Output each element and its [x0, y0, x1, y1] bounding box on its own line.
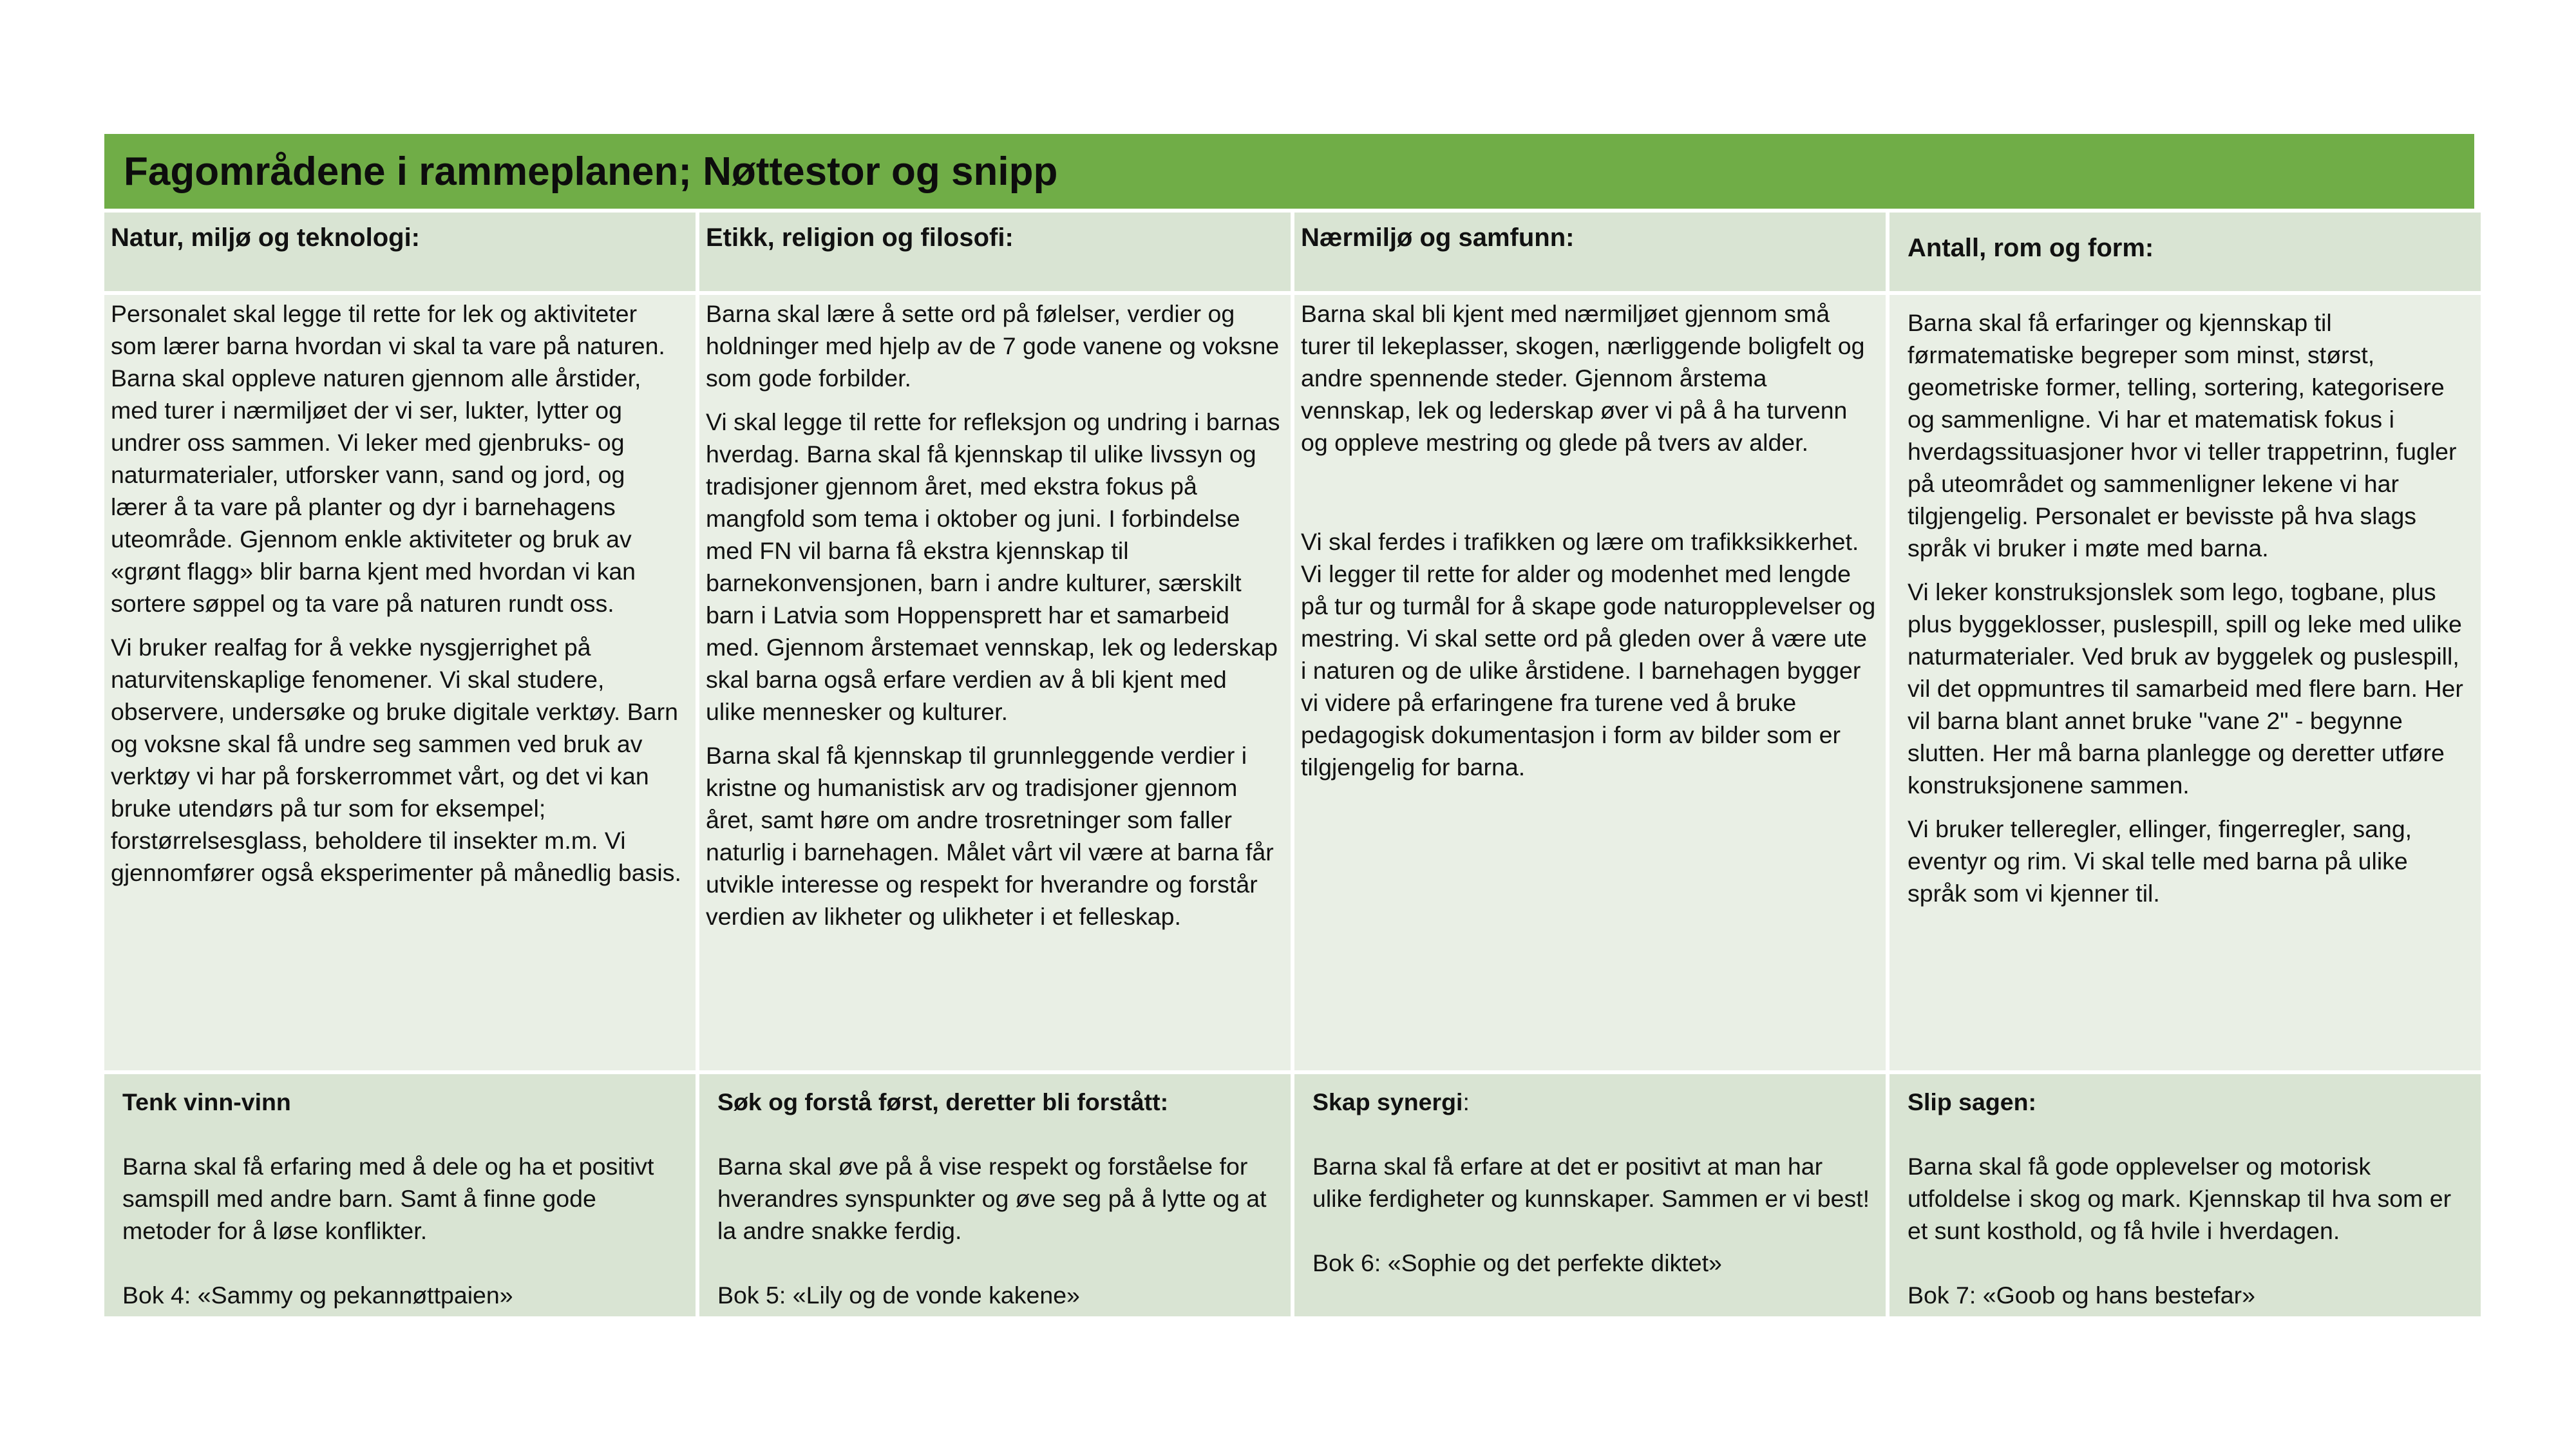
header-antall: Antall, rom og form: [1889, 213, 2481, 291]
body-antall [1889, 295, 2481, 1070]
header-etikk: Etikk, religion og filosofi: [699, 213, 1291, 291]
footer-vane-5 [699, 1074, 1291, 1316]
habit-text: Barna skal øve på å vise respekt og forståelse for hverandres synspunkter og øve seg på å lytte og at la andre snakke ferdig. [717, 1153, 1267, 1244]
footer-vane-4 [104, 1074, 696, 1316]
habit-title-suffix: : [1463, 1088, 1470, 1115]
header-row [104, 213, 2474, 291]
habit-title-line [1312, 1086, 1874, 1118]
paragraph: Barna skal få erfaringer og kjennskap til førmatematiske begreper som minst, størst, geometriske former, telling, sortering, kategorisere og sammenligne. Vi har et matematisk fokus i hverdagssituasjoner hvor vi teller trappetrinn, fugler på uteområdet og sammenligner lekene vi har tilgjengelig. Personalet er bevisste på hva slags språk vi bruker i møte med barna. [1908, 309, 2457, 562]
book-reference: Bok 4: «Sammy og pekannøttpaien» [122, 1282, 513, 1309]
header-natur: Natur, miljø og teknologi: [104, 213, 696, 291]
paragraph: Vi bruker telleregler, ellinger, fingerregler, sang, eventyr og rim. Vi skal telle med barna på ulike språk som vi kjenner til. [1908, 815, 2412, 907]
footer-row [104, 1074, 2474, 1316]
footer-vane-6 [1294, 1074, 1886, 1316]
paragraph: Vi leker konstruksjonslek som lego, togbane, plus plus byggeklosser, puslespill, spill og leke med ulike naturmaterialer. Ved bruk av byggelek og puslespill, vil det oppmuntres til samarbeid med flere barn. Her vil barna blant annet bruke "vane 2" - begynne slutten. Her må barna planlegge og deretter utføre konstruksjonene sammen. [1908, 578, 2463, 799]
habit-title: Skap synergi [1312, 1088, 1463, 1115]
paragraph: Personalet skal legge til rette for lek og aktiviteter som lærer barna hvordan vi skal ta vare på naturen. Barna skal oppleve naturen gjennom alle årstider, med turer i nærmiljøet der vi ser, lukter, lytter og undrer oss sammen. Vi leker med gjenbruks- og naturmaterialer, utforsker vann, sand og jord, og lærer å ta vare på planter og dyr i barnehagens uteområde. Gjennom enkle aktiviteter og bruk av «grønt flagg» blir barna kjent med hvordan vi kan sortere søppel og ta vare på naturen rundt oss. [111, 300, 665, 617]
header-naermiljo: Nærmiljø og samfunn: [1294, 213, 1886, 291]
footer-vane-7 [1889, 1074, 2481, 1316]
paragraph: Barna skal bli kjent med nærmiljøet gjennom små turer til lekeplasser, skogen, nærliggende boligfelt og andre spennende steder. Gjennom årstema vennskap, lek og lederskap øver vi på å ha turvenn og oppleve mestring og glede på tvers av alder. [1301, 300, 1865, 456]
body-row [104, 295, 2474, 1070]
book-reference: Bok 7: «Goob og hans bestefar» [1908, 1282, 2255, 1309]
habit-title: Søk og forstå først, deretter bli forstått: [717, 1088, 1169, 1115]
habit-text: Barna skal få erfaring med å dele og ha et positivt samspill med andre barn. Samt å finne gode metoder for å løse konflikter. [122, 1153, 654, 1244]
page-title: Fagområdene i rammeplanen; Nøttestor og snipp [104, 134, 2474, 209]
habit-title: Slip sagen: [1908, 1088, 2037, 1115]
paragraph: Vi skal ferdes i trafikken og lære om trafikksikkerhet. Vi legger til rette for alder og modenhet med lengde på tur og turmål for å skape gode naturopplevelser og mestring. Vi skal sette ord på gleden over å være ute i naturen og de ulike årstidene. I barnehagen bygger vi videre på erfaringene fra turene ved å bruke pedagogisk dokumentasjon i form av bilder som er tilgjengelig for barna. [1301, 528, 1876, 781]
paragraph: Barna skal lære å sette ord på følelser, verdier og holdninger med hjelp av de 7 gode vanene og voksne som gode forbilder. [706, 300, 1280, 392]
habit-text: Barna skal få gode opplevelser og motorisk utfoldelse i skog og mark. Kjennskap til hva som er et sunt kosthold, og få hvile i hverdagen. [1908, 1153, 2452, 1244]
book-reference: Bok 5: «Lily og de vonde kakene» [717, 1282, 1080, 1309]
book-reference: Bok 6: «Sophie og det perfekte diktet» [1312, 1249, 1722, 1276]
body-naermiljo [1294, 295, 1886, 1070]
body-natur [104, 295, 696, 1070]
habit-text: Barna skal få erfare at det er positivt at man har ulike ferdigheter og kunnskaper. Sammen er vi best! [1312, 1153, 1870, 1212]
curriculum-table [104, 134, 2474, 1316]
body-etikk [699, 295, 1291, 1070]
habit-title: Tenk vinn-vinn [122, 1088, 291, 1115]
paragraph: Vi skal legge til rette for refleksjon og undring i barnas hverdag. Barna skal få kjennskap til ulike livssyn og tradisjoner gjennom året, med ekstra fokus på mangfold som tema i oktober og juni. I forbindelse med FN vil barna få ekstra kjennskap til barnekonvensjonen, barn i andre kulturer, særskilt barn i Latvia som Hoppensprett har et samarbeid med. Gjennom årstemaet vennskap, lek og lederskap skal barna også erfare verdien av å bli kjent med ulike mennesker og kulturer. [706, 408, 1280, 725]
paragraph: Barna skal få kjennskap til grunnleggende verdier i kristne og humanistisk arv og tradisjoner gjennom året, samt høre om andre trosretninger som faller naturlig i barnehagen. Målet vårt vil være at barna får utvikle interesse og respekt for hverandre og forstår verdien av likheter og ulikheter i et felleskap. [706, 742, 1274, 930]
paragraph: Vi bruker realfag for å vekke nysgjerrighet på naturvitenskaplige fenomener. Vi skal studere, observere, undersøke og bruke digitale verktøy. Barn og voksne skal få undre seg sammen ved bruk av verktøy vi har på forskerrommet vårt, og det vi kan bruke utendørs på tur som for eksempel; forstørrelsesglass, beholdere til insekter m.m. Vi gjennomfører også eksperimenter på månedlig basis. [111, 634, 681, 886]
